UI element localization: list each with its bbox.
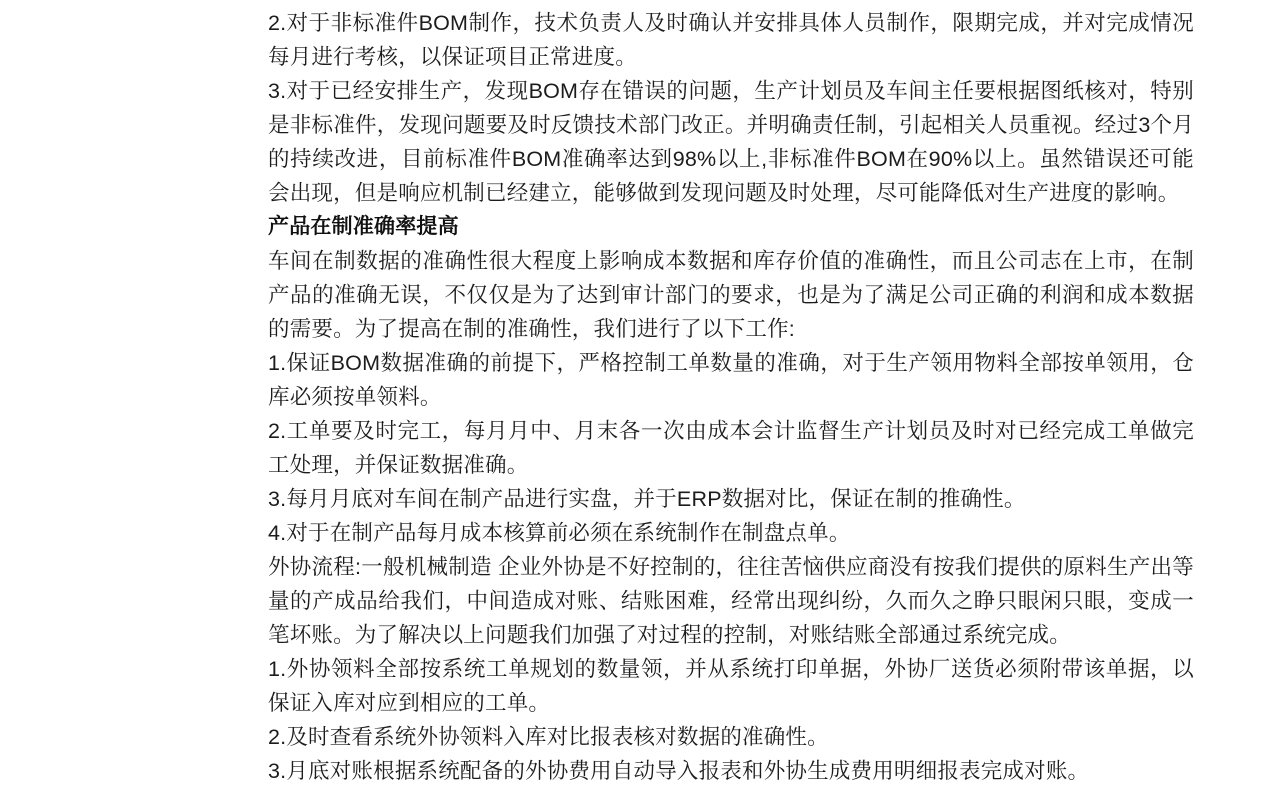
paragraph-outsourcing-item-2: 2.及时查看系统外协领料入库对比报表核对数据的准确性。 bbox=[268, 725, 829, 749]
paragraph-wip-intro: 车间在制数据的准确性很大程度上影响成本数据和库存价值的准确性，而且公司志在上市，在制产品的准确无误，不仅仅是为了达到审计部门的要求，也是为了满足公司正确的利润和成本数据的需要。为了提高在制的准确性，我们进行了以下工作: bbox=[268, 249, 1194, 341]
paragraph-wip-item-2: 2.工单要及时完工，每月月中、月末各一次由成本会计监督生产计划员及时对已经完成工单做完工处理，并保证数据准确。 bbox=[268, 419, 1194, 477]
paragraph-bom-item-2: 2.对于非标准件BOM制作，技术负责人及时确认并安排具体人员制作，限期完成，并对完成情况每月进行考核，以保证项目正常进度。 bbox=[268, 11, 1194, 69]
paragraph-wip-item-3: 3.每月月底对车间在制产品进行实盘，并于ERP数据对比，保证在制的推确性。 bbox=[268, 487, 1026, 511]
paragraph-outsourcing-intro: 外协流程:一般机械制造 企业外协是不好控制的，往往苦恼供应商没有按我们提供的原料生产出等量的产成品给我们，中间造成对账、结账困难，经常出现纠纷，久而久之睁只眼闲只眼，变成一笔坏账。为了解决以上问题我们加强了对过程的控制，对账结账全部通过系统完成。 bbox=[268, 555, 1194, 647]
paragraph-outsourcing-item-3: 3.月底对账根据系统配备的外协费用自动导入报表和外协生成费用明细报表完成对账。 bbox=[268, 759, 1090, 783]
paragraph-outsourcing-item-1: 1.外协领料全部按系统工单规划的数量领，并从系统打印单据，外协厂送货必须附带该单据，以保证入库对应到相应的工单。 bbox=[268, 657, 1194, 715]
paragraph-wip-item-4: 4.对于在制产品每月成本核算前必须在系统制作在制盘点单。 bbox=[268, 521, 851, 545]
heading-wip-accuracy: 产品在制准确率提高 bbox=[268, 215, 459, 238]
document-body bbox=[268, 6, 1194, 788]
paragraph-wip-item-1: 1.保证BOM数据准确的前提下，严格控制工单数量的准确，对于生产领用物料全部按单领用，仓库必须按单领料。 bbox=[268, 351, 1194, 409]
paragraph-bom-item-3: 3.对于已经安排生产，发现BOM存在错误的问题，生产计划员及车间主任要根据图纸核对，特别是非标准件，发现问题要及时反馈技术部门改正。并明确责任制，引起相关人员重视。经过3个月的持续改进，目前标准件BOM准确率达到98%以上,非标准件BOM在90%以上。虽然错误还可能会出现，但是响应机制已经建立，能够做到发现问题及时处理，尽可能降低对生产进度的影响。 bbox=[268, 79, 1194, 205]
